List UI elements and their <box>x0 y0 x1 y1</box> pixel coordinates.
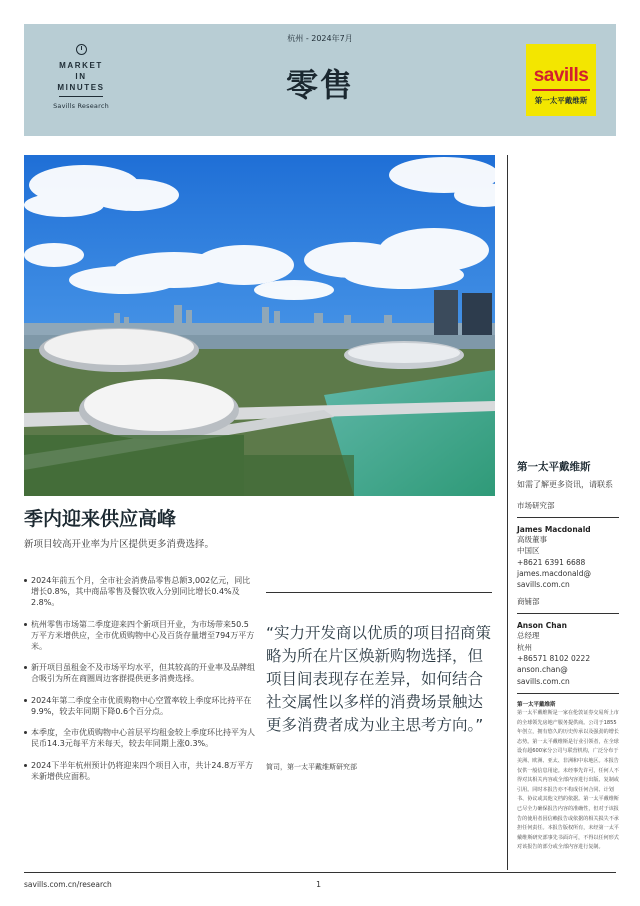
footer-url[interactable]: savills.com.cn/research <box>24 880 112 889</box>
section-headline: 季内迎来供应高峰 <box>24 508 177 530</box>
clock-icon <box>76 44 87 55</box>
quote-divider <box>266 592 492 593</box>
sidebar-subtitle: 如需了解更多资讯，请联系 <box>517 480 613 489</box>
sidebar-divider <box>517 693 619 694</box>
logo-line: MINUTES <box>57 83 105 92</box>
key-points-list <box>24 575 256 792</box>
key-point: 2024年第二季度全市优质购物中心空置率较上季度环比持平在9.9%，较去年同期下降0.6个百分点。 <box>24 695 256 717</box>
savills-logo <box>526 44 596 116</box>
contact-email[interactable]: anson.chan@ <box>517 665 568 675</box>
hangzhou-skyline-photo <box>24 155 495 496</box>
column-divider <box>507 155 508 870</box>
key-point: 2024下半年杭州预计仍将迎来四个项目入市，共计24.8万平方米新增供应面积。 <box>24 760 256 782</box>
contact-phone[interactable]: +86571 8102 0222 <box>517 654 591 664</box>
contact-name: Anson Chan <box>517 621 567 631</box>
quote-source: 简司，第一太平戴维斯研究部 <box>266 763 357 771</box>
contact-title: 高级董事 <box>517 535 547 544</box>
sidebar-title: 第一太平戴维斯 <box>517 461 591 473</box>
report-date: 杭州 - 2024年7月 <box>287 34 353 43</box>
contact-phone[interactable]: +8621 6391 6688 <box>517 557 586 567</box>
report-header <box>24 24 616 136</box>
contact-name: James Macdonald <box>517 525 591 534</box>
department-label: 市场研究部 <box>517 501 555 510</box>
department-label: 商铺部 <box>517 597 540 607</box>
logo-research: Savills Research <box>53 102 109 110</box>
key-point: 本季度，全市优质购物中心首层平均租金较上季度环比持平为人民币14.3元每平方米每天，较去年同期上涨0.3%。 <box>24 727 256 749</box>
pull-quote: “实力开发商以优质的项目招商策略为所在片区焕新购物选择，但项目间表现存在差异，如何结合社交属性以多样的消费场景触达更多消费者成为业主思考方向。” <box>266 624 492 734</box>
contact-region: 中国区 <box>517 546 540 556</box>
logo-line: IN <box>75 72 87 81</box>
logo-line: MARKET <box>59 61 103 70</box>
contact-region: 杭州 <box>517 642 532 652</box>
footer-divider <box>24 872 616 873</box>
key-point: 2024年前五个月，全市社会消费品零售总额3,002亿元，同比增长0.8%，其中商品零售及餐饮收入分别同比增长0.4%及2.8%。 <box>24 575 256 608</box>
disclaimer-text: 第一太平戴维斯是一家在伦敦证券交易所上市的全球领先房地产服务提供商。公司于1855年创立，拥有悠久的历史传承以及强劲的增长态势。第一太平戴维斯是行业引领者，在全球设有超600家分公司与联营机构，广泛分布于美洲、欧洲、亚太、非洲和中东地区。本报告仅供一般信息用途。未经事先许可，任何人不得对其相关内容或全部内容进行出版、复制或引用。同时本报告亦不构成任何合同、计划书、协议或其他文档的依据。第一太平戴维斯已尽全力确保报告内容的准确性，但对于该报告的使用者因信赖报告或依据的相关损失不承担任何责任。本报告版权所有，未经第一太平戴维斯研究部事先书面许可，不得以任何形式对该报告的部分或全部内容进行复制。 <box>517 709 619 851</box>
section-subhead: 新项目较高开业率为片区提供更多消费选择。 <box>24 539 215 550</box>
contact-email[interactable]: james.macdonald@ <box>517 568 591 578</box>
report-title: 零售 <box>285 66 354 104</box>
key-point: 新开项目虽租金不及市场平均水平，但其较高的开业率及品牌组合吸引为所在商圈周边客群提供更多消费选择。 <box>24 662 256 684</box>
contact-email-domain[interactable]: savills.com.cn <box>517 676 570 686</box>
disclaimer-title: 第一太平戴维斯 <box>517 701 556 708</box>
savills-red-bar <box>532 89 590 91</box>
sidebar-divider <box>517 613 619 614</box>
page-number: 1 <box>316 880 322 889</box>
contact-email-domain[interactable]: savills.com.cn <box>517 580 570 590</box>
key-point: 杭州零售市场第二季度迎来四个新项目开业，为市场带来50.5万平方米增供应，全市优质购物中心及百货存量增至794万平方米。 <box>24 619 256 652</box>
contact-sidebar <box>517 459 619 853</box>
contact-title: 总经理 <box>517 631 540 641</box>
savills-brand: savills <box>533 65 589 86</box>
savills-brand-cn: 第一太平戴维斯 <box>534 96 588 105</box>
sidebar-divider <box>517 517 619 518</box>
